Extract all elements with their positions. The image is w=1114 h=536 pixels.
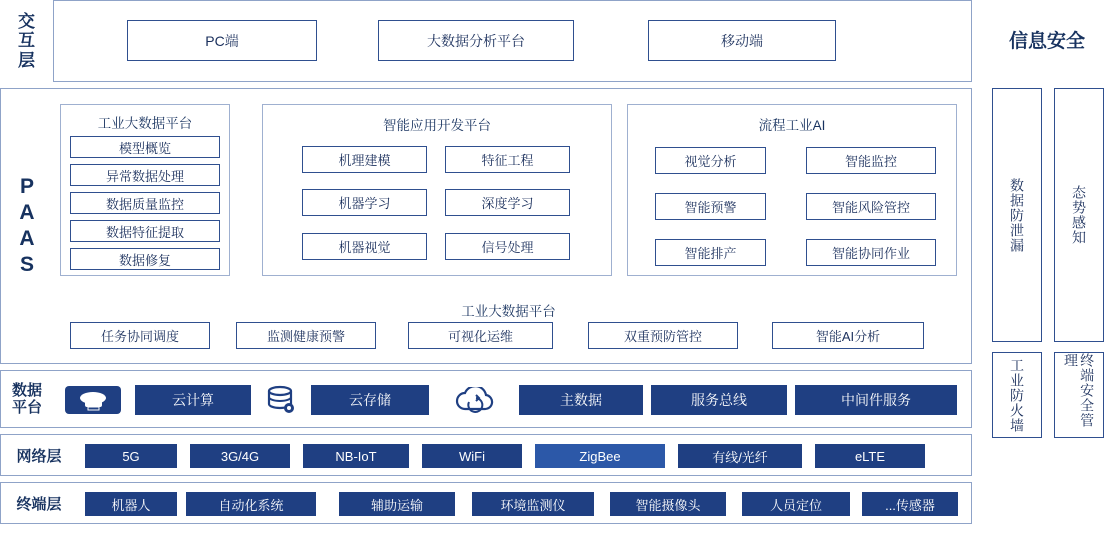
paas-label-c4: S — [19, 253, 34, 277]
security-title: 信息安全 — [1008, 30, 1085, 52]
security-item-2-label: 态势感知 — [1071, 185, 1088, 245]
data-item-cloud-storage[interactable]: 云存储 — [311, 385, 429, 415]
paas-bottom-item-visual-ops[interactable]: 可视化运维 — [408, 322, 553, 349]
terminal-item-smart-camera[interactable]: 智能摄像头 — [610, 492, 726, 516]
paas-panel-3-title: 流程工业AI — [758, 118, 826, 133]
network-item-wifi[interactable]: WiFi — [422, 444, 522, 468]
network-item-nbiot[interactable]: NB-IoT — [303, 444, 409, 468]
interaction-layer-label — [0, 0, 54, 82]
paas-item-feature-engineering[interactable]: 特征工程 — [445, 146, 570, 173]
interaction-item-pc[interactable]: PC端 — [127, 20, 317, 61]
paas-item-abnormal-data[interactable]: 异常数据处理 — [70, 164, 220, 186]
network-item-wired-fiber[interactable]: 有线/光纤 — [678, 444, 802, 468]
network-item-5g[interactable]: 5G — [85, 444, 177, 468]
data-platform-label — [0, 370, 54, 428]
paas-item-mechanism-modeling[interactable]: 机理建模 — [302, 146, 427, 173]
paas-label-c3: A — [19, 227, 35, 250]
paas-bottom-item-health-warning[interactable]: 监测健康预警 — [236, 322, 376, 349]
terminal-item-env-monitor[interactable]: 环境监测仪 — [472, 492, 594, 516]
paas-bottom-title: 工业大数据平台 — [461, 304, 556, 319]
paas-item-visual-analysis[interactable]: 视觉分析 — [655, 147, 766, 174]
terminal-item-sensors[interactable]: ...传感器 — [862, 492, 958, 516]
paas-item-smart-scheduling[interactable]: 智能排产 — [655, 239, 766, 266]
cloud-arrow-icon — [451, 387, 503, 415]
paas-item-machine-learning[interactable]: 机器学习 — [302, 189, 427, 216]
database-gear-icon — [262, 385, 298, 415]
paas-panel-2-title: 智能应用开发平台 — [383, 118, 491, 133]
terminal-item-transport[interactable]: 辅助运输 — [339, 492, 455, 516]
interaction-label-c2: 互 — [18, 31, 35, 51]
paas-item-feature-extract[interactable]: 数据特征提取 — [70, 220, 220, 242]
paas-item-machine-vision[interactable]: 机器视觉 — [302, 233, 427, 260]
security-item-situational-awareness[interactable] — [1054, 88, 1104, 342]
paas-label-c2: A — [19, 200, 35, 224]
paas-item-deep-learning[interactable]: 深度学习 — [445, 189, 570, 216]
paas-label-c1: P — [19, 174, 34, 198]
data-item-service-bus[interactable]: 服务总线 — [651, 385, 787, 415]
security-item-3-label: 工业防火墙 — [1009, 357, 1026, 433]
paas-item-smart-collaboration[interactable]: 智能协同作业 — [806, 239, 936, 266]
interaction-label-c3: 层 — [18, 50, 35, 70]
paas-item-data-repair[interactable]: 数据修复 — [70, 248, 220, 270]
interaction-item-mobile[interactable]: 移动端 — [648, 20, 836, 61]
network-item-zigbee[interactable]: ZigBee — [535, 444, 665, 468]
paas-bottom-item-task-scheduling[interactable]: 任务协同调度 — [70, 322, 210, 349]
data-item-middleware[interactable]: 中间件服务 — [795, 385, 957, 415]
paas-item-model-overview[interactable]: 模型概览 — [70, 136, 220, 158]
interaction-label-c1: 交 — [18, 12, 35, 32]
terminal-item-automation[interactable]: 自动化系统 — [186, 492, 316, 516]
paas-layer-label — [0, 88, 54, 364]
paas-item-data-quality[interactable]: 数据质量监控 — [70, 192, 220, 214]
data-label-line1: 数据 — [11, 381, 42, 399]
terminal-layer-label: 终端层 — [16, 495, 62, 513]
interaction-item-bigdata-platform[interactable]: 大数据分析平台 — [378, 20, 574, 61]
paas-bottom-item-dual-prevention[interactable]: 双重预防管控 — [588, 322, 738, 349]
security-item-1-label: 数据防泄漏 — [1009, 177, 1026, 253]
cloud-print-icon — [64, 385, 122, 415]
network-layer-label: 网络层 — [16, 447, 62, 465]
paas-item-smart-warning[interactable]: 智能预警 — [655, 193, 766, 220]
data-label-line2: 平台 — [11, 399, 42, 416]
paas-item-smart-risk-control[interactable]: 智能风险管控 — [806, 193, 936, 220]
terminal-item-robot[interactable]: 机器人 — [85, 492, 177, 516]
security-item-4-label: 终端安全管理 — [1063, 353, 1096, 428]
security-item-data-leak-prevention[interactable] — [992, 88, 1042, 342]
data-item-cloud-computing[interactable]: 云计算 — [135, 385, 251, 415]
security-item-industrial-firewall[interactable] — [992, 352, 1042, 438]
paas-item-smart-monitoring[interactable]: 智能监控 — [806, 147, 936, 174]
paas-panel-1-title: 工业大数据平台 — [97, 116, 193, 131]
paas-bottom-item-ai-analysis[interactable]: 智能AI分析 — [772, 322, 924, 349]
security-item-terminal-security[interactable] — [1054, 352, 1104, 438]
network-item-elte[interactable]: eLTE — [815, 444, 925, 468]
terminal-item-personnel-location[interactable]: 人员定位 — [742, 492, 850, 516]
network-item-3g4g[interactable]: 3G/4G — [190, 444, 290, 468]
data-item-master-data[interactable]: 主数据 — [519, 385, 643, 415]
paas-item-signal-processing[interactable]: 信号处理 — [445, 233, 570, 260]
